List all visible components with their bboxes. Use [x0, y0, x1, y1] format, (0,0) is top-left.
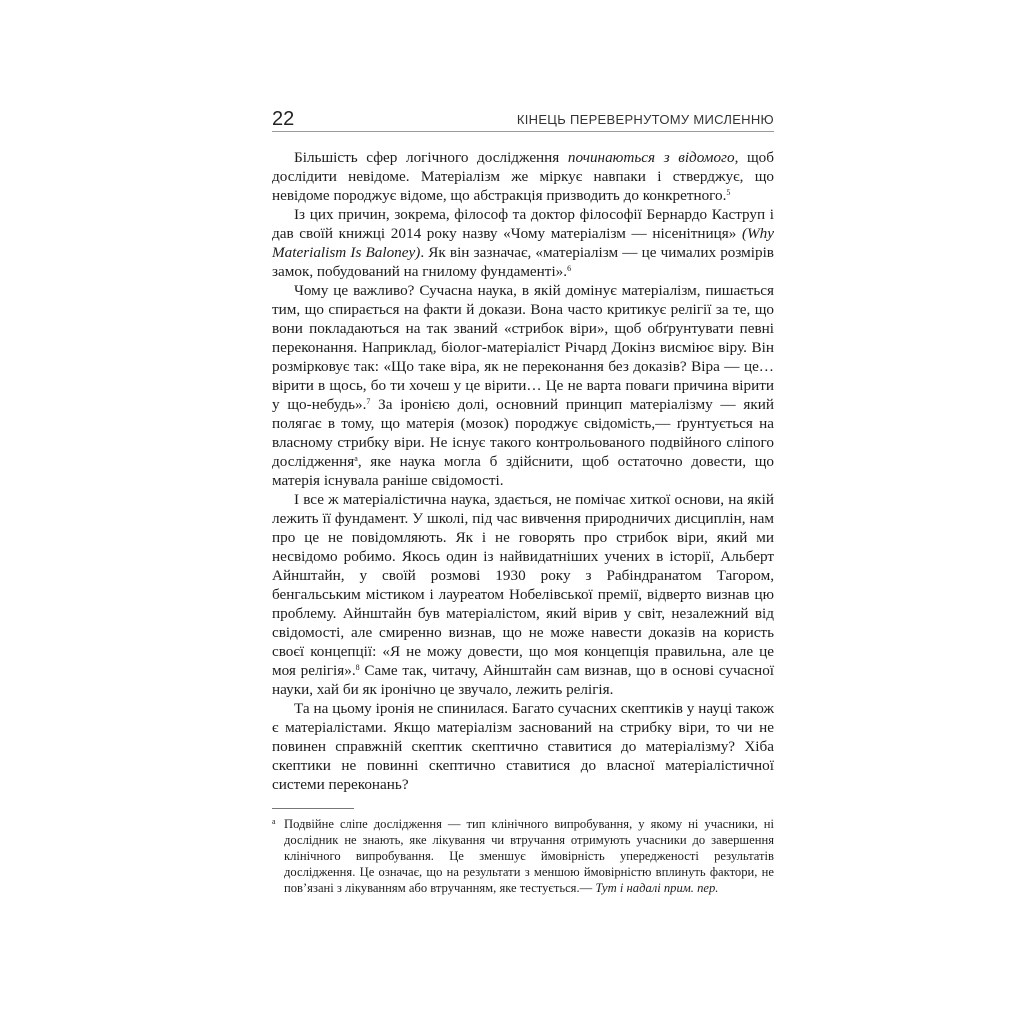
footnote-divider [272, 808, 354, 809]
paragraph [272, 205, 774, 281]
book-page [272, 104, 774, 896]
text-run: За іронією долі, основний принцип матеріалізму — який полягає в тому, що матерія (мозок) породжує свідомість,— ґрунтується на власному стрибку віри. Не існує такого контрольованого подвійного сліпого дослідження [272, 396, 774, 470]
page-header [272, 104, 774, 132]
text-run: Саме так, читачу, Айнштайн сам визнав, що в основі сучасної науки, хай би як іронічно це звучало, лежить релігія. [272, 662, 775, 698]
text-run: Із цих причин, зокрема, філософ та доктор філософії Бернардо Каструп і дав своїй книжці 2014 року назву «Чому матеріалізм — нісенітниця» [272, 206, 774, 242]
paragraph [272, 490, 774, 699]
italic-run: (Why Materialism Is Baloney) [272, 225, 774, 261]
italic-run: Тут і надалі прим. пер. [595, 881, 719, 895]
text-run: Чому це важливо? Сучасна наука, в якій домінує матеріалізм, пишається тим, що спирається на факти й докази. Вона часто критикує релігії за те, що вони покладаються на так званий «стрибок віри», щоб обґрунтувати певні переконання. Наприклад, біолог-матеріаліст Річард Докінз висміює віру. Він розмірковує так: «Що таке віра, як не переконання без доказів? Віра — це… вірити в щось, бо ти хочеш у це вірити… Це не варта поваги причина вірити у що-небудь». [272, 282, 774, 413]
text-run: . Як він зазначає, «матеріалізм — це чималих розмірів замок, побудований на гнилому фундаменті». [272, 244, 774, 280]
paragraph [272, 699, 774, 794]
footnote-text [284, 816, 774, 896]
text-run: Та на цьому іронія не спинилася. Багато сучасних скептиків у науці також є матеріалістами. Якщо матеріалізм заснований на стрибку віри, то чи не повинен справжній скептик скептично ставитися до матеріалізму? Хіба скептики не повинні скептично ставитися до власної матеріалістичної системи переконань? [272, 700, 774, 793]
endnote-ref: 8 [355, 663, 360, 672]
text-run: Більшість сфер логічного дослідження [294, 149, 568, 166]
body-text [272, 148, 774, 794]
text-run: , яке наука могла б здійснити, щоб остаточно довести, що матерія існувала раніше свідомості. [272, 453, 774, 489]
paragraph [272, 281, 774, 490]
endnote-ref: 5 [726, 188, 731, 197]
footnote-mark: a [272, 817, 276, 826]
italic-run: починаються з відомого [567, 149, 735, 166]
paragraph [272, 148, 774, 205]
text-run: , щоб дослідити невідоме. Матеріалізм же міркує навпаки і стверджує, що невідоме породжує відоме, що абстракція призводить до конкретного. [272, 149, 774, 204]
endnote-ref: 7 [366, 397, 371, 406]
text-run: Подвійне сліпе дослідження — тип клінічного випробування, у якому ні учасники, ні дослідник не знають, яке лікування чи втручання отримують учасники до завершення клінічного випробування. Це зменшує ймовірність упередженості результатів дослідження. Це означає, що на результати з меншою ймовірністю вплинуть фактори, не пов’язані з лікуванням або втручанням, яке тестується.— [284, 817, 774, 895]
footnote [272, 816, 774, 896]
page-number: 22 [272, 108, 295, 130]
footnote-ref: a [354, 454, 358, 463]
text-run: І все ж матеріалістична наука, здається, не помічає хиткої основи, на якій лежить її фундамент. У школі, під час вивчення природничих дисциплін, нам про це не повідомляють. Як і не говорять про стрибок віри, який ми несвідомо робимо. Якось один із найвидатніших учених в історії, Альберт Айнштайн, у своїй розмові 1930 року з Рабіндранатом Тагором, бенгальським містиком і лауреатом Нобелівської премії, відверто визнав цю проблему. Айнштайн був матеріалістом, який вірив у світ, незалежний від свідомості, але смиренно визнав, що не може навести доказів на користь своєї концепції: «Я не можу довести, що моя концепція правильна, але це моя релігія». [272, 491, 774, 679]
endnote-ref: 6 [567, 264, 572, 273]
running-head: КІНЕЦЬ ПЕРЕВЕРНУТОМУ МИСЛЕННЮ [516, 112, 774, 127]
